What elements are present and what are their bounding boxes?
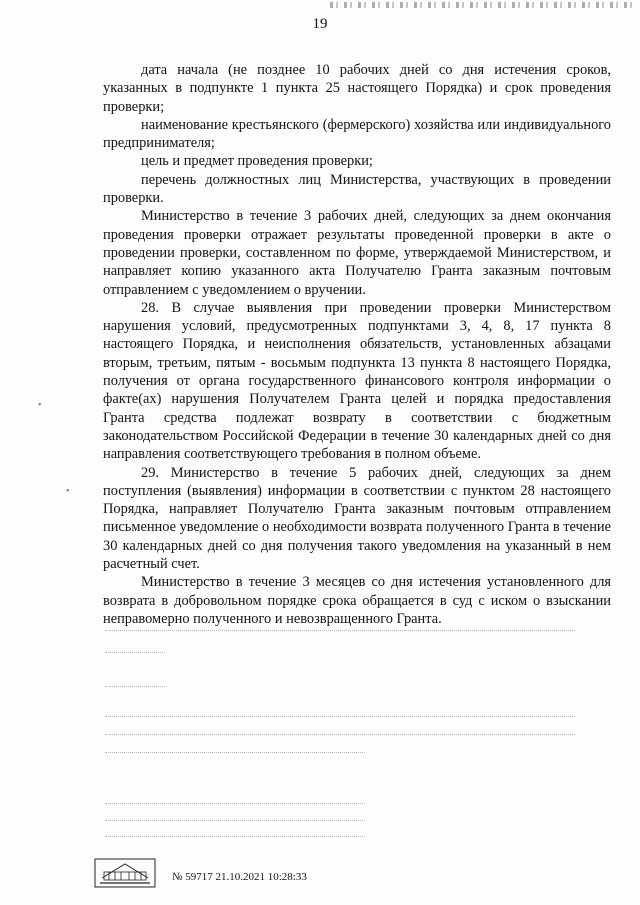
bleed-through-line — [105, 836, 365, 838]
paragraph: 28. В случае выявления при проведении проверки Министерством нарушения условий, предусмотренных подпунктами 3, 4, 8, 17 пункта 8 настоящего Порядка, и неисполнения обязательств, установленных абзацами вторым, третьим, пятым - восьмым подпункта 13 пункта 8 настоящего Порядка, получения от органа государственного финансового контроля информации о факте(ах) нарушения Получателем Гранта целей и порядка предоставления Гранта средства подлежат возврату в соответствии с бюджетным законодательством Российской Федерации в течение 30 календарных дней со дня направления соответствующего требования в полном объеме. — [103, 299, 611, 463]
bleed-through-line — [105, 734, 575, 736]
scan-artifact — [330, 2, 635, 8]
paragraph: Министерство в течение 3 рабочих дней, следующих за днем окончания проведения проверки отражает результаты проведенной проверки в акте о проведении проверки, составленном по форме, утверждаемой Министерством, и направляет копию указанного акта Получателю Гранта заказным почтовым отправлением с уведомлением о вручении. — [103, 208, 611, 298]
bleed-through-line — [105, 803, 365, 805]
bleed-through-line — [105, 752, 365, 754]
document-registration-number: № 59717 21.10.2021 10:28:33 — [172, 871, 307, 883]
paragraph: наименование крестьянского (фермерского) хозяйства или индивидуального предпринимателя; — [103, 116, 611, 152]
bleed-through-line — [105, 686, 165, 688]
paragraph: дата начала (не позднее 10 рабочих дней со дня истечения сроков, указанных в подпункте 1 пункта 25 настоящего Порядка) и срок проведения проверки; — [103, 62, 611, 115]
bleed-through-line — [105, 630, 575, 632]
margin-speck: • — [66, 486, 70, 497]
registry-stamp-icon — [94, 858, 156, 888]
bleed-through-line — [105, 820, 365, 822]
paragraph: цель и предмет проведения проверки; — [141, 153, 373, 170]
document-body — [103, 61, 611, 628]
paragraph: 29. Министерство в течение 5 рабочих дней, следующих за днем поступления (выявления) информации в соответствии с пунктом 28 настоящего Порядка, направляет Получателю Гранта заказным почтовым отправлением письменное уведомление о необходимости возврата полученного Гранта в течение 30 календарных дней со дня получения такого уведомления на указанный в нем расчетный счет. — [103, 464, 611, 573]
paragraph: перечень должностных лиц Министерства, участвующих в проведении проверки. — [103, 171, 611, 207]
bleed-through-line — [105, 716, 575, 718]
page-number: 19 — [312, 16, 328, 32]
paragraph: Министерство в течение 3 месяцев со дня истечения установленного для возврата в добровольном порядке срока обращается в суд с иском о взыскании неправомерно полученного и невозвращенного Гранта. — [103, 574, 611, 627]
footer — [94, 856, 394, 896]
bleed-through-line — [105, 652, 165, 654]
margin-speck: • — [38, 400, 42, 411]
